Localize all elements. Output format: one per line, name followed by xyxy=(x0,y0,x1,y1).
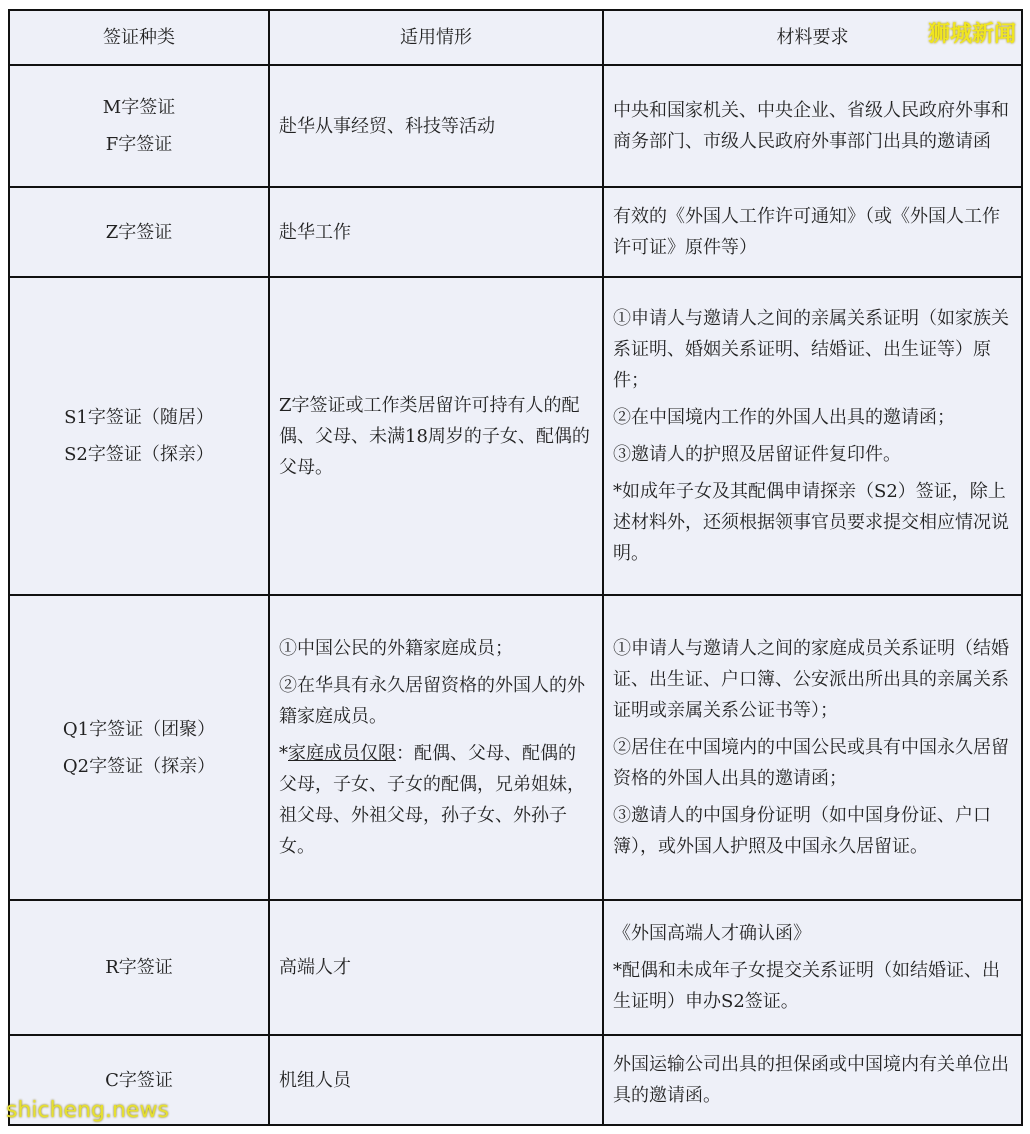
visa-table xyxy=(8,9,1023,1126)
case-text: ②在华具有永久居留资格的外国人的外籍家庭成员。 xyxy=(279,675,585,727)
table-row xyxy=(9,277,1022,595)
case-text: ①中国公民的外籍家庭成员； xyxy=(279,638,513,659)
note-prefix: * xyxy=(279,743,288,764)
case-text: Z字签证或工作类居留许可持有人的配偶、父母、未满18周岁的子女、配偶的父母。 xyxy=(279,394,590,478)
table-row xyxy=(9,187,1022,277)
visa-type xyxy=(9,187,269,277)
visa-type xyxy=(9,65,269,187)
materials xyxy=(603,65,1022,187)
case-text: 赴华工作 xyxy=(279,221,351,243)
visa-type-line: S2字签证（探亲） xyxy=(64,444,214,465)
visa-type-line: S1字签证（随居） xyxy=(64,407,214,428)
visa-type-line: Z字签证 xyxy=(105,221,173,243)
cases xyxy=(269,65,603,187)
materials xyxy=(603,187,1022,277)
note-underlined: 家庭成员仅限 xyxy=(288,743,396,764)
material-text: 《外国高端人才确认函》 xyxy=(613,923,811,944)
case-text: 机组人员 xyxy=(279,1069,351,1091)
family-note xyxy=(279,738,593,862)
materials xyxy=(603,277,1022,595)
watermark-top: 狮城新闻 xyxy=(927,22,1016,47)
materials xyxy=(603,900,1022,1035)
material-text: *如成年子女及其配偶申请探亲（S2）签证，除上述材料外，还须根据领事官员要求提交相应情况说明。 xyxy=(613,481,1009,564)
visa-type-line: F字签证 xyxy=(105,134,173,155)
material-text: 有效的《外国人工作许可通知》（或《外国人工作许可证》原件等） xyxy=(613,206,1000,258)
header-materials: 材料要求 xyxy=(603,10,1022,65)
visa-type-line: R字签证 xyxy=(105,957,173,978)
visa-type-line: M字签证 xyxy=(102,97,176,118)
visa-type xyxy=(9,900,269,1035)
table-row xyxy=(9,65,1022,187)
header-visa-type: 签证种类 xyxy=(9,10,269,65)
header-row xyxy=(9,10,1022,65)
visa-type xyxy=(9,277,269,595)
table-row xyxy=(9,900,1022,1035)
case-text: 赴华从事经贸、科技等活动 xyxy=(279,115,495,137)
cases xyxy=(269,900,603,1035)
material-text: 外国运输公司出具的担保函或中国境内有关单位出具的邀请函。 xyxy=(613,1054,1009,1106)
materials xyxy=(603,595,1022,900)
material-text: ③邀请人的护照及居留证件复印件。 xyxy=(613,444,901,465)
material-text: ①申请人与邀请人之间的亲属关系证明（如家族关系证明、婚姻关系证明、结婚证、出生证等）原件； xyxy=(613,308,1009,391)
material-text: 中央和国家机关、中央企业、省级人民政府外事和商务部门、市级人民政府外事部门出具的邀请函 xyxy=(613,100,1009,152)
material-text: ①申请人与邀请人之间的家庭成员关系证明（结婚证、出生证、户口簿、公安派出所出具的亲属关系证明或亲属关系公证书等）； xyxy=(613,638,1009,721)
watermark-bottom: shicheng.news xyxy=(6,1098,169,1123)
materials xyxy=(603,1035,1022,1125)
visa-type-line: Q1字签证（团聚） xyxy=(62,718,216,740)
material-text: ③邀请人的中国身份证明（如中国身份证、户口簿），或外国人护照及中国永久居留证。 xyxy=(613,805,991,857)
material-text: ②在中国境内工作的外国人出具的邀请函； xyxy=(613,407,955,428)
visa-type-line: Q2字签证（探亲） xyxy=(62,755,216,777)
material-text: *配偶和未成年子女提交关系证明（如结婚证、出生证明）申办S2签证。 xyxy=(613,960,1000,1012)
cases xyxy=(269,595,603,900)
material-text: ②居住在中国境内的中国公民或具有中国永久居留资格的外国人出具的邀请函； xyxy=(613,737,1009,789)
visa-type-line: C字签证 xyxy=(105,1069,173,1091)
table-row xyxy=(9,595,1022,900)
cases xyxy=(269,277,603,595)
case-text: 高端人才 xyxy=(279,957,351,978)
cases xyxy=(269,1035,603,1125)
header-cases: 适用情形 xyxy=(269,10,603,65)
cases xyxy=(269,187,603,277)
visa-type xyxy=(9,595,269,900)
note-rest: ：配偶、父母、配偶的父母，子女、子女的配偶，兄弟姐妹，祖父母、外祖父母，孙子女、外孙子女。 xyxy=(279,743,585,857)
